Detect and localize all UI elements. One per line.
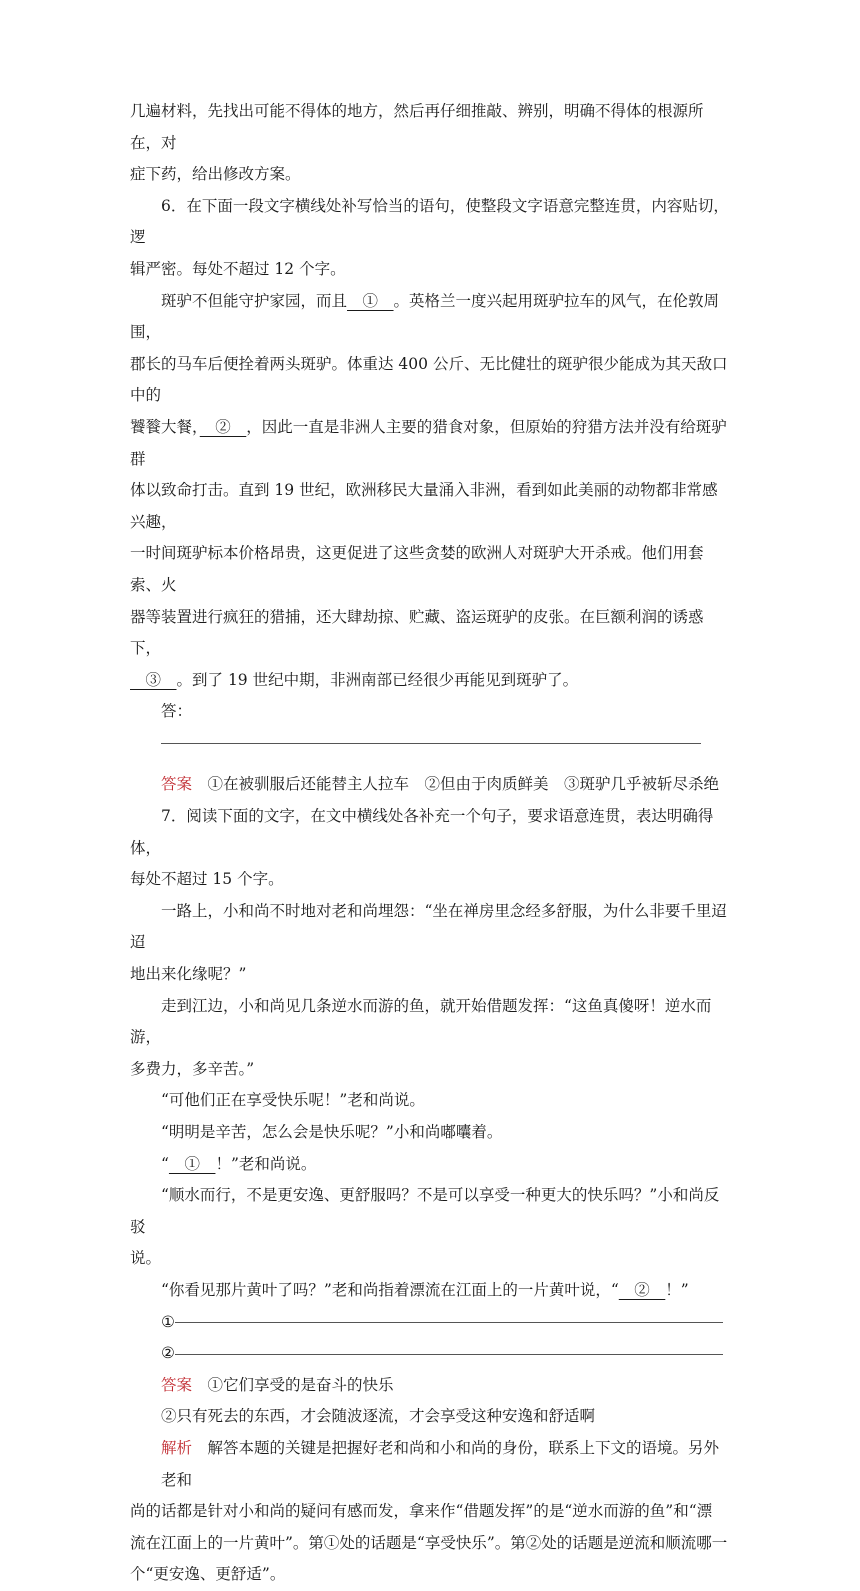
q7-paragraph: 一路上，小和尚不时地对老和尚埋怨：“坐在禅房里念经多舒服，为什么非要千里迢迢 bbox=[130, 901, 727, 952]
text: 。到了 19 世纪中期，非洲南部已经很少再能见到斑驴了。 bbox=[176, 670, 579, 689]
q7-stem: 每处不超过 15 个字。 bbox=[130, 870, 284, 889]
text: ！”老和尚说。 bbox=[215, 1154, 317, 1173]
q7-analysis bbox=[130, 1433, 730, 1496]
answer-label: 答案 bbox=[161, 775, 193, 794]
q7-paragraph: “明明是辛苦，怎么会是快乐呢？”小和尚嘟囔着。 bbox=[161, 1123, 503, 1141]
q7-analysis-line: 尚的话都是针对小和尚的疑问有感而发，拿来作“借题发挥”的是“逆水而游的鱼”和“漂 bbox=[130, 1502, 713, 1521]
q6-passage-line bbox=[130, 412, 730, 475]
q6-passage-line bbox=[130, 665, 730, 697]
q7-answer bbox=[130, 1370, 730, 1402]
blank-2: ② bbox=[618, 1280, 666, 1299]
intro-line: 几遍材料，先找出可能不得体的地方，然后再仔细推敲、辨别，明确不得体的根源所在，对 bbox=[130, 102, 704, 152]
answer-text: ①它们享受的是奋斗的快乐 bbox=[207, 1375, 394, 1394]
answer-rule bbox=[161, 743, 701, 744]
q7-paragraph bbox=[130, 1275, 730, 1307]
q7-paragraph: 说。 bbox=[130, 1249, 162, 1268]
text: 饕餮大餐， bbox=[130, 417, 200, 436]
blank-1: ① bbox=[168, 1154, 216, 1173]
q6-passage-line: 体以致命打击。直到 19 世纪，欧洲移民大量涌入非洲，看到如此美丽的动物都非常感兴趣， bbox=[130, 481, 718, 531]
answer-rule bbox=[175, 1322, 723, 1323]
text: “ bbox=[161, 1154, 169, 1173]
q6-stem: 辑严密。每处不超过 12 个字。 bbox=[130, 259, 346, 278]
blank-3: ③ bbox=[130, 670, 177, 689]
q6-answer bbox=[130, 769, 730, 801]
q7-paragraph bbox=[130, 1149, 730, 1181]
answer-prompt: 答： bbox=[161, 702, 193, 721]
blank-2: ② bbox=[199, 417, 247, 436]
document-page bbox=[130, 96, 730, 1591]
q7-answer-2: ②只有死去的东西，才会随波逐流，才会享受这种安逸和舒适啊 bbox=[161, 1407, 596, 1426]
answer-line bbox=[130, 696, 730, 728]
text: 斑驴不但能守护家园，而且 bbox=[161, 291, 348, 310]
line-label: ② bbox=[161, 1344, 175, 1363]
q7-paragraph: “顺水而行，不是更安逸、更舒服吗？不是可以享受一种更大的快乐吗？”小和尚反驳 bbox=[130, 1186, 720, 1236]
text: ，因此一直是非洲人主要的猎食对象，但原始的狩猎方法并没有给斑驴群 bbox=[130, 417, 727, 468]
line-label: ① bbox=[161, 1312, 175, 1331]
answer-label: 答案 bbox=[161, 1375, 193, 1394]
q7-analysis-line: 流在江面上的一片黄叶”。第①处的话题是“享受快乐”。第②处的话题是逆流和顺流哪一 bbox=[130, 1533, 728, 1552]
text: ！” bbox=[665, 1280, 689, 1299]
q6-passage-line: 郡长的马车后便拴着两头斑驴。体重达 400 公斤、无比健壮的斑驴很少能成为其天敌口中的 bbox=[130, 354, 728, 405]
q7-analysis-line: 个“更安逸、更舒适”。 bbox=[130, 1565, 286, 1584]
q7-paragraph: “可他们正在享受快乐呢！”老和尚说。 bbox=[161, 1091, 425, 1110]
q6-passage-line: 器等装置进行疯狂的猎捕，还大肆劫掠、贮藏、盗运斑驴的皮张。在巨额利润的诱惑下， bbox=[130, 607, 704, 658]
q6-passage-line bbox=[130, 286, 730, 349]
text: 。英格兰一度兴起用斑驴拉车的风气，在伦敦周围， bbox=[130, 291, 720, 342]
q7-stem: 7．阅读下面的文字，在文中横线处各补充一个句子，要求语意连贯，表达明确得体， bbox=[130, 807, 714, 857]
q7-paragraph: 多费力，多辛苦。” bbox=[130, 1059, 255, 1078]
blank-1: ① bbox=[347, 291, 394, 310]
answer-line-2 bbox=[130, 1338, 730, 1370]
q7-paragraph: 走到江边，小和尚见几条逆水而游的鱼，就开始借题发挥：“这鱼真傻呀！逆水而游， bbox=[130, 996, 712, 1047]
analysis-label: 解析 bbox=[161, 1438, 193, 1457]
answer-text: ①在被驯服后还能替主人拉车 ②但由于肉质鲜美 ③斑驴几乎被斩尽杀绝 bbox=[207, 775, 720, 794]
analysis-text: 解答本题的关键是把握好老和尚和小和尚的身份，联系上下文的语境。另外老和 bbox=[161, 1438, 720, 1489]
text: “你看见那片黄叶了吗？”老和尚指着漂流在江面上的一片黄叶说，“ bbox=[161, 1280, 619, 1299]
q6-passage-line: 一时间斑驴标本价格昂贵，这更促进了这些贪婪的欧洲人对斑驴大开杀戒。他们用套索、火 bbox=[130, 544, 704, 594]
answer-rule bbox=[175, 1354, 723, 1355]
q6-stem: 6．在下面一段文字横线处补写恰当的语句，使整段文字语意完整连贯，内容贴切，逻 bbox=[130, 196, 729, 247]
answer-line-1 bbox=[130, 1307, 730, 1339]
q7-paragraph: 地出来化缘呢？” bbox=[130, 965, 247, 984]
intro-line: 症下药，给出修改方案。 bbox=[130, 165, 301, 184]
answer-line-2 bbox=[130, 728, 730, 760]
